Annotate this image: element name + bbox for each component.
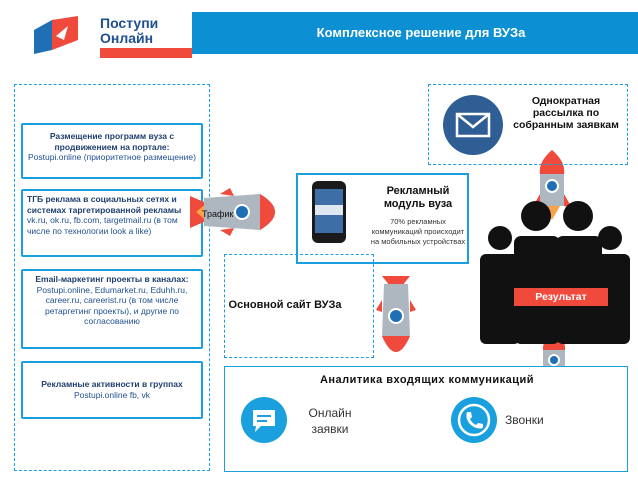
logo-text (100, 16, 158, 46)
phone-screen-band (315, 205, 343, 215)
traffic-label: Трафик (202, 209, 234, 219)
channel-title: Рекламные активности в группах (41, 379, 183, 389)
channel-body: vk.ru, ok.ru, fb.com, targetmail.ru (в том числе по технологии look a like) (27, 215, 178, 236)
channel-box-email (21, 269, 203, 349)
logo-line-2: Онлайн (100, 30, 154, 46)
logo-line-1: Поступи (100, 15, 159, 31)
mail-icon (443, 95, 503, 155)
logo-mark-icon (34, 16, 78, 54)
phone-call-icon (451, 397, 497, 443)
channel-box-groups (21, 361, 203, 419)
channel-body: Postupi.online, Edumarket.ru, Eduhh.ru, career.ru, careerist.ru (в том числе ретаргетинг проекты), и другие по согласованию (36, 284, 188, 326)
channels-column (14, 84, 210, 471)
analytics-box (224, 366, 628, 472)
result-badge: Результат (514, 288, 608, 306)
page-title: Комплексное решение для ВУЗа (192, 12, 638, 54)
ad-module-title: Рекламный модуль вуза (383, 185, 453, 210)
people-icon (478, 172, 638, 352)
chat-icon (241, 397, 287, 443)
channel-box-social (21, 189, 203, 257)
mailing-box (428, 84, 628, 165)
logo[interactable] (34, 12, 184, 62)
channel-title: Email-маркетинг проекты в каналах: (35, 274, 189, 284)
calls-label: Звонки (505, 413, 544, 427)
header (0, 0, 638, 70)
channel-body: Postupi.online fb, vk (73, 389, 151, 400)
analytics-title: Аналитика входящих коммуникаций (319, 374, 535, 386)
ad-module-note: 70% рекламных коммуникаций происходит на мобильных устройствах (370, 217, 466, 246)
main-site-box (224, 254, 374, 358)
rocket-icon (376, 276, 416, 368)
channel-box-portal (21, 123, 203, 179)
channel-title: ТГБ реклама в социальных сетях и системах таргетированной рекламы (27, 194, 182, 215)
phone-device-icon (312, 181, 346, 243)
logo-tagline (100, 48, 192, 58)
channel-body: Postupi.online (приоритетное размещение) (28, 152, 196, 162)
online-requests-label: Онлайн заявки (308, 406, 352, 436)
mailing-label: Однократная рассылка по собранным заявкам (513, 95, 619, 131)
ad-module-box (296, 173, 469, 264)
channel-title: Размещение программ вуза с продвижением на портале: (49, 131, 175, 152)
main-site-label: Основной сайт ВУЗа (228, 299, 342, 311)
phone-screen (315, 189, 343, 233)
